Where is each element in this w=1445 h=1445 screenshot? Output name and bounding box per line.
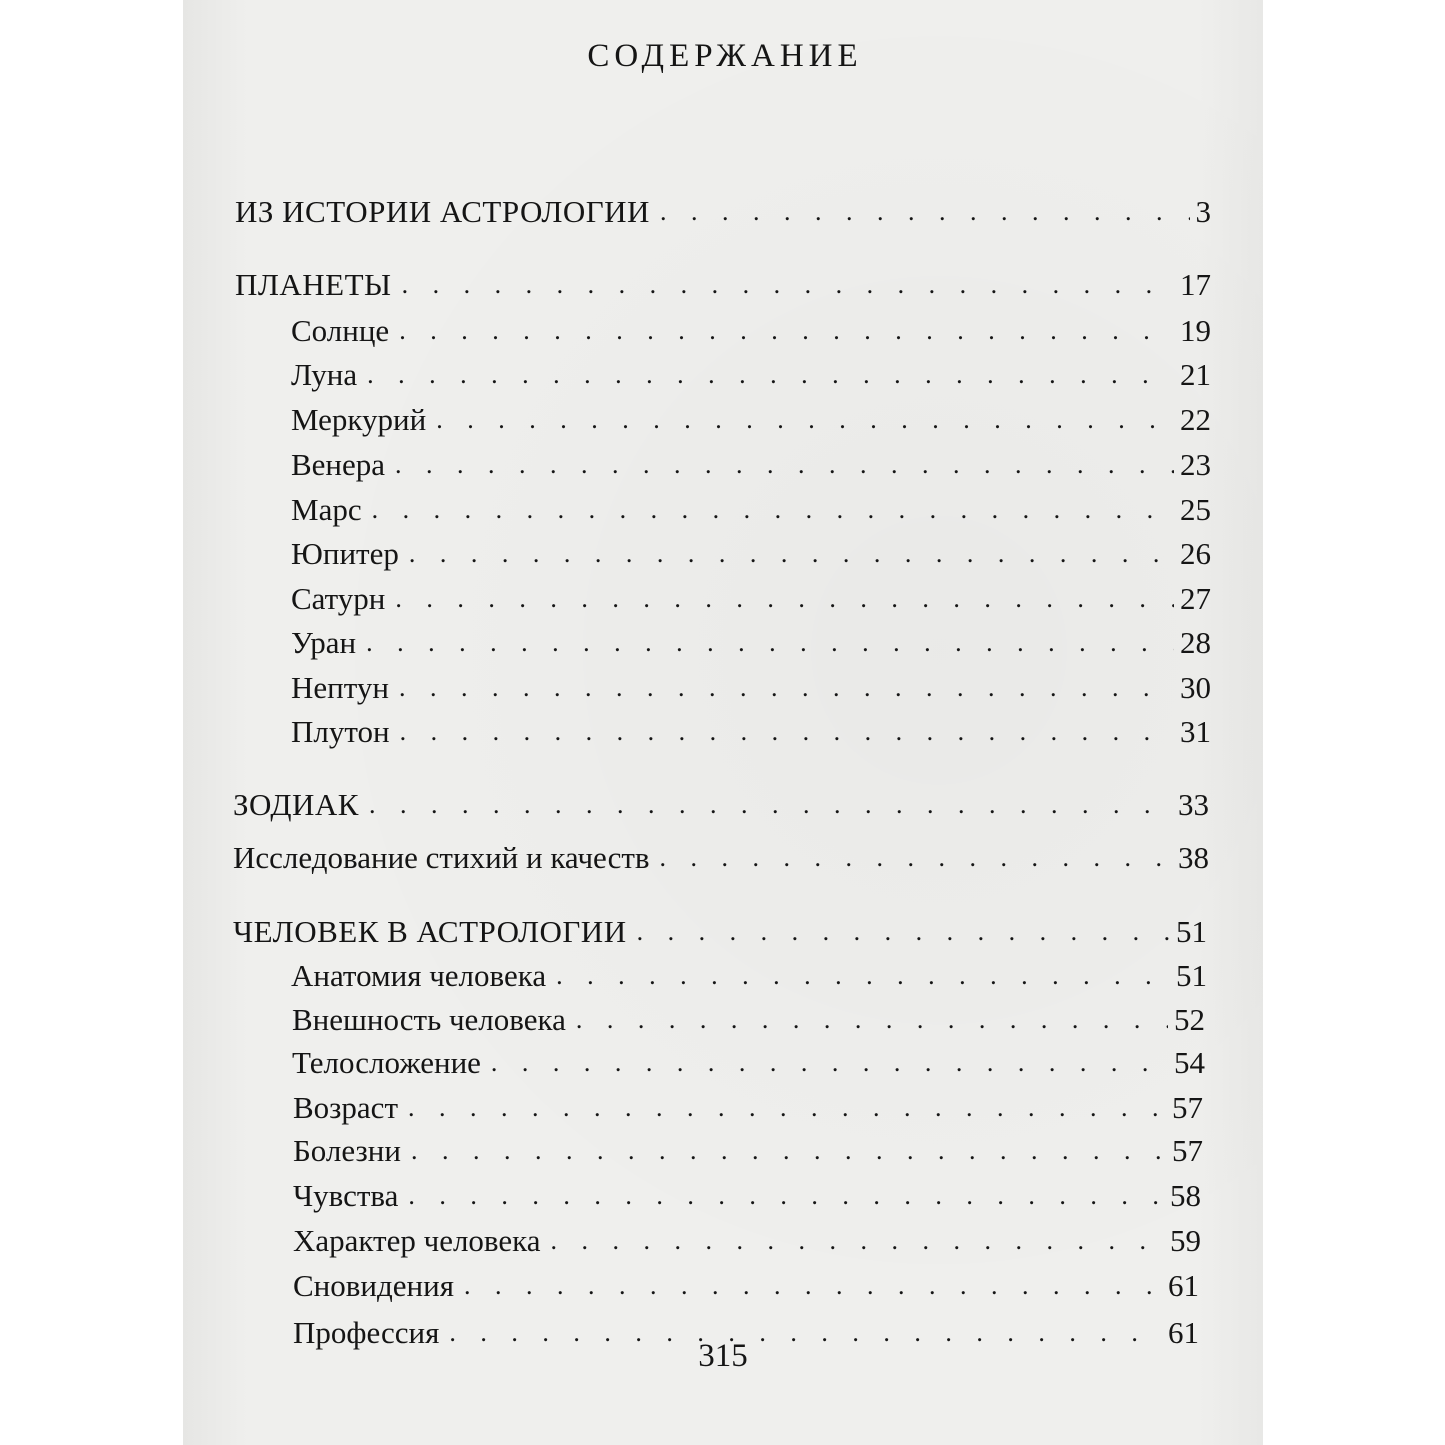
dot-leader [491, 1045, 1168, 1081]
dot-leader [464, 1268, 1162, 1304]
page-title: СОДЕРЖАНИЕ [587, 38, 863, 74]
toc-subentry [292, 1045, 1205, 1083]
toc-entry [235, 267, 1211, 305]
toc-entry-page: 61 [1168, 1268, 1199, 1303]
toc-entry [233, 914, 1207, 952]
dot-leader [395, 581, 1174, 617]
toc-subentry [293, 1090, 1203, 1128]
dot-leader [576, 1002, 1168, 1038]
toc-entry-title: Профессия [293, 1315, 440, 1350]
toc-entry-page: 52 [1174, 1002, 1205, 1037]
toc-entry-title: ЗОДИАК [233, 787, 359, 822]
toc-entry [233, 787, 1209, 825]
toc-entry-title: Меркурий [291, 402, 427, 437]
toc-entry-page: 17 [1180, 267, 1211, 302]
toc-entry-page: 19 [1180, 313, 1211, 348]
toc-entry-title: Плутон [291, 714, 390, 749]
toc-entry-title: Телосложение [292, 1045, 481, 1080]
toc-subentry [291, 492, 1211, 530]
dot-leader [411, 1133, 1166, 1169]
dot-leader [399, 670, 1174, 706]
toc-entry-page: 38 [1178, 840, 1209, 875]
toc-subentry [291, 313, 1211, 351]
dot-leader [660, 194, 1190, 230]
toc-entry-page: 21 [1180, 357, 1211, 392]
dot-leader [369, 787, 1172, 823]
toc-subentry [291, 581, 1211, 619]
page-number: 315 [698, 1338, 748, 1374]
toc-subentry [291, 625, 1211, 663]
toc-entry-title: Исследование стихий и качеств [233, 840, 650, 875]
dot-leader [408, 1178, 1164, 1214]
toc-entry-title: Чувства [293, 1178, 399, 1213]
toc-entry-title: Анатомия человека [291, 958, 547, 993]
toc-entry-page: 28 [1180, 625, 1211, 660]
toc-entry-page: 57 [1172, 1090, 1203, 1125]
toc-entry-page: 59 [1170, 1223, 1201, 1258]
toc-entry-page: 51 [1176, 914, 1207, 949]
toc-subentry [293, 1268, 1199, 1306]
toc-subentry [293, 1223, 1201, 1261]
toc-entry-title: Солнце [291, 313, 390, 348]
toc-entry-title: Венера [291, 447, 386, 482]
dot-leader [556, 958, 1170, 994]
toc-entry-title: ПЛАНЕТЫ [235, 267, 392, 302]
dot-leader [637, 914, 1170, 950]
toc-subentry [291, 447, 1211, 485]
toc-subentry [293, 1133, 1203, 1171]
toc-entry-page: 51 [1176, 958, 1207, 993]
toc-entry-page: 27 [1180, 581, 1211, 616]
toc-subentry [291, 402, 1211, 440]
toc-subentry [292, 1002, 1205, 1040]
dot-leader [408, 1090, 1166, 1126]
toc-entry-title: Возраст [293, 1090, 398, 1125]
dot-leader [400, 714, 1174, 750]
dot-leader [402, 267, 1174, 303]
toc-entry-page: 58 [1170, 1178, 1201, 1213]
toc-entry-page: 30 [1180, 670, 1211, 705]
dot-leader [551, 1223, 1164, 1259]
toc-entry-title: ИЗ ИСТОРИИ АСТРОЛОГИИ [235, 194, 650, 229]
toc-entry-page: 3 [1195, 194, 1211, 229]
toc-subentry [291, 670, 1211, 708]
toc-entry [233, 840, 1209, 878]
toc-entry-title: Внешность человека [292, 1002, 566, 1037]
toc-entry-page: 61 [1168, 1315, 1199, 1350]
toc-entry-title: Характер человека [293, 1223, 541, 1258]
toc-entry-title: Марс [291, 492, 362, 527]
toc-entry-page: 33 [1178, 787, 1209, 822]
toc-entry-title: Уран [291, 625, 357, 660]
toc-entry-page: 22 [1180, 402, 1211, 437]
toc-subentry [291, 714, 1211, 752]
toc-subentry [293, 1178, 1201, 1216]
toc-entry-title: Сновидения [293, 1268, 454, 1303]
toc-entry-page: 57 [1172, 1133, 1203, 1168]
dot-leader [367, 357, 1174, 393]
toc-entry-page: 26 [1180, 536, 1211, 571]
toc-entry [235, 194, 1211, 232]
dot-leader [436, 402, 1174, 438]
toc-entry-title: Нептун [291, 670, 389, 705]
toc-entry-page: 25 [1180, 492, 1211, 527]
toc-entry-title: Юпитер [291, 536, 399, 571]
dot-leader [366, 625, 1174, 661]
toc-entry-title: ЧЕЛОВЕК В АСТРОЛОГИИ [233, 914, 627, 949]
dot-leader [409, 536, 1174, 572]
toc-entry-page: 23 [1180, 447, 1211, 482]
dot-leader [660, 840, 1172, 876]
toc-entry-page: 54 [1174, 1045, 1205, 1080]
toc-subentry [291, 958, 1207, 996]
toc-entry-page: 31 [1180, 714, 1211, 749]
dot-leader [395, 447, 1174, 483]
toc-entry-title: Болезни [293, 1133, 401, 1168]
book-page [183, 0, 1263, 1445]
toc-subentry [291, 536, 1211, 574]
dot-leader [399, 313, 1174, 349]
toc-subentry [291, 357, 1211, 395]
dot-leader [372, 492, 1174, 528]
toc-entry-title: Луна [291, 357, 358, 392]
toc-entry-title: Сатурн [291, 581, 386, 616]
